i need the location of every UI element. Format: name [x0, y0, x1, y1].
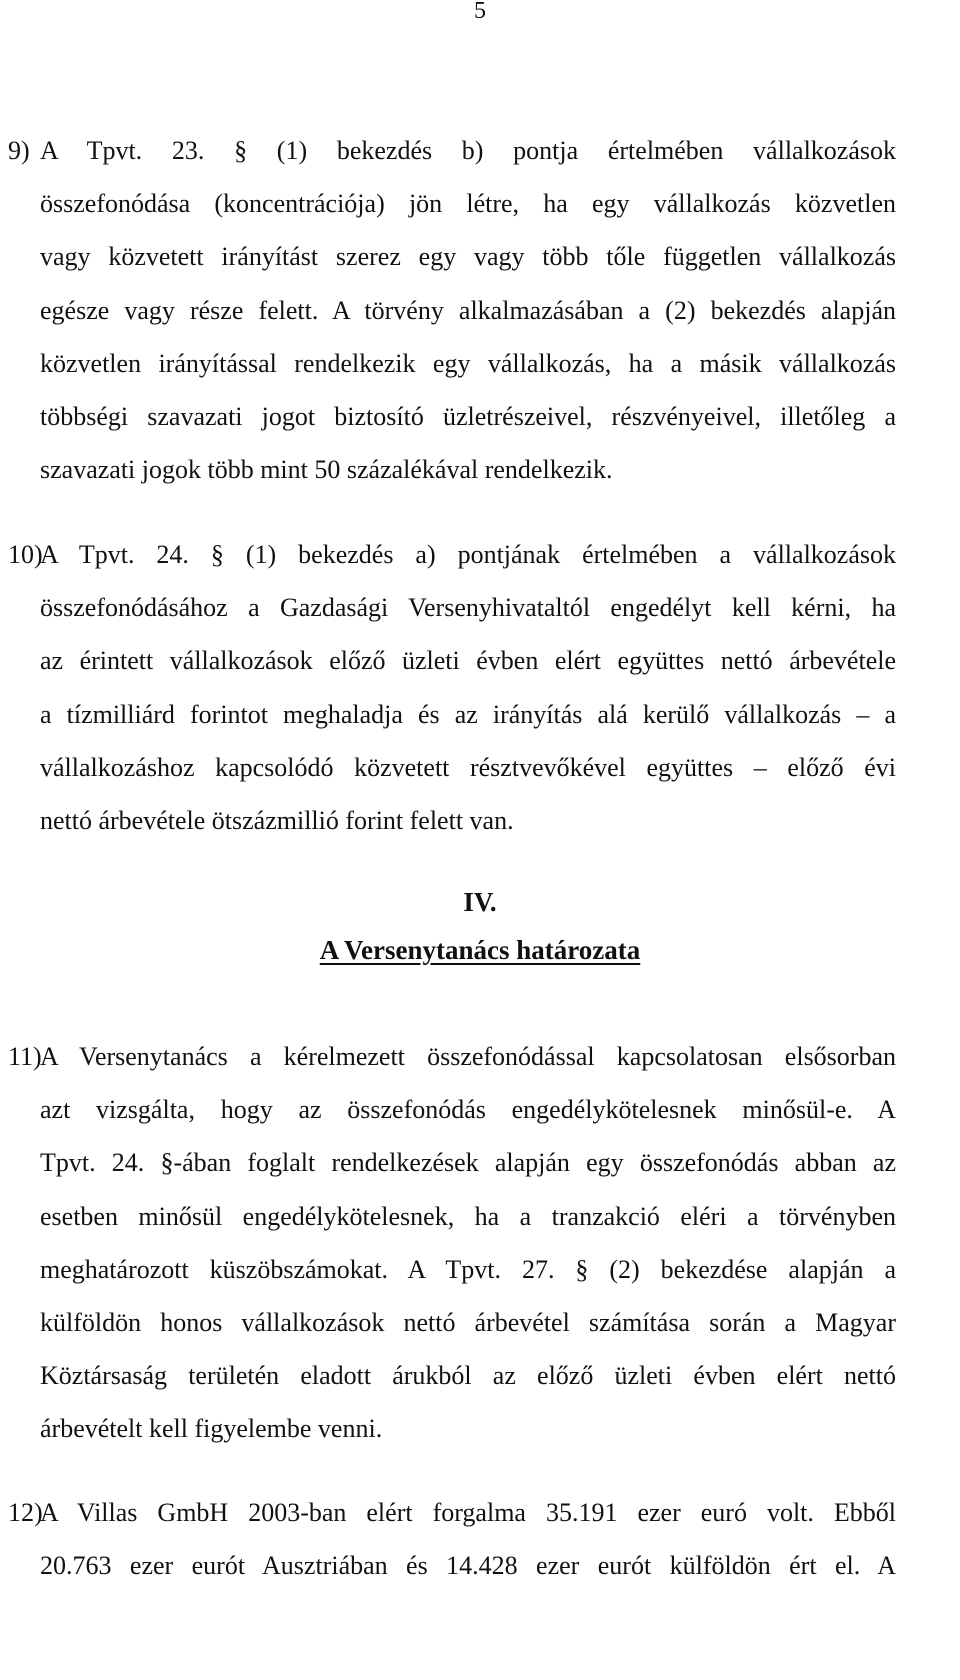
paragraph-line: szavazati jogok több mint 50 százalékával rendelkezik. — [40, 455, 613, 485]
paragraph-line: Köztársaság területén eladott árukból az előző üzleti évben elért nettó — [40, 1361, 896, 1391]
paragraph-number: 11) — [8, 1042, 42, 1071]
paragraph-line: A Tpvt. 24. § (1) bekezdés a) pontjának értelmében a vállalkozások — [40, 540, 896, 569]
paragraph-line: 20.763 ezer eurót Ausztriában és 14.428 ezer eurót külföldön ért el. A — [40, 1551, 896, 1581]
paragraph-line: Tpvt. 24. §-ában foglalt rendelkezések alapján egy összefonódás abban az — [40, 1148, 896, 1178]
page-number: 5 — [474, 0, 486, 24]
paragraph-line: A Versenytanács a kérelmezett összefonódással kapcsolatosan elsősorban — [40, 1042, 896, 1071]
paragraph-line: külföldön honos vállalkozások nettó árbevétel számítása során a Magyar — [40, 1307, 896, 1337]
paragraph-line: árbevételt kell figyelembe venni. — [40, 1414, 383, 1444]
paragraph-line: többségi szavazati jogot biztosító üzletrészeivel, részvényeivel, illetőleg a — [40, 401, 896, 431]
section-numeral: IV. — [463, 887, 497, 917]
section-title — [0, 930, 960, 970]
paragraph-line: nettó árbevétele ötszázmillió forint felett van. — [40, 805, 514, 835]
paragraph-line: A Tpvt. 23. § (1) bekezdés b) pontja értelmében vállalkozások — [40, 136, 896, 165]
paragraph-line: összefonódása (koncentrációja) jön létre, ha egy vállalkozás közvetlen — [40, 189, 896, 219]
paragraph-line: közvetlen irányítással rendelkezik egy vállalkozás, ha a másik vállalkozás — [40, 348, 896, 378]
paragraph-line: a tízmilliárd forintot meghaladja és az irányítás alá kerülő vállalkozás – a — [40, 699, 896, 729]
paragraph-9 — [8, 124, 896, 496]
section-title-text: A Versenytanács határozata — [319, 935, 641, 965]
paragraph-line: összefonódásához a Gazdasági Versenyhivataltól engedélyt kell kérni, ha — [40, 593, 896, 623]
paragraph-number: 10) — [8, 540, 43, 569]
paragraph-line: az érintett vállalkozások előző üzleti évben elért együttes nettó árbevétele — [40, 646, 896, 676]
paragraph-12 — [8, 1486, 896, 1592]
paragraph-line: egésze vagy része felett. A törvény alkalmazásában a (2) bekezdés alapján — [40, 295, 896, 325]
paragraph-line: azt vizsgálta, hogy az összefonódás engedélykötelesnek minősül-e. A — [40, 1095, 896, 1125]
paragraph-11 — [8, 1030, 896, 1456]
paragraph-line: esetben minősül engedélykötelesnek, ha a tranzakció eléri a törvényben — [40, 1201, 896, 1231]
paragraph-line: vállalkozáshoz kapcsolódó közvetett résztvevőkével együttes – előző évi — [40, 752, 896, 782]
paragraph-number: 9) — [8, 136, 30, 165]
paragraph-10 — [8, 528, 896, 847]
paragraph-line: meghatározott küszöbszámokat. A Tpvt. 27. § (2) bekezdése alapján a — [40, 1254, 896, 1284]
paragraph-line: A Villas GmbH 2003-ban elért forgalma 35.191 ezer euró volt. Ebből — [40, 1498, 896, 1527]
paragraph-line: vagy közvetett irányítást szerez egy vagy több tőle független vállalkozás — [40, 242, 896, 272]
paragraph-number: 12) — [8, 1498, 43, 1527]
